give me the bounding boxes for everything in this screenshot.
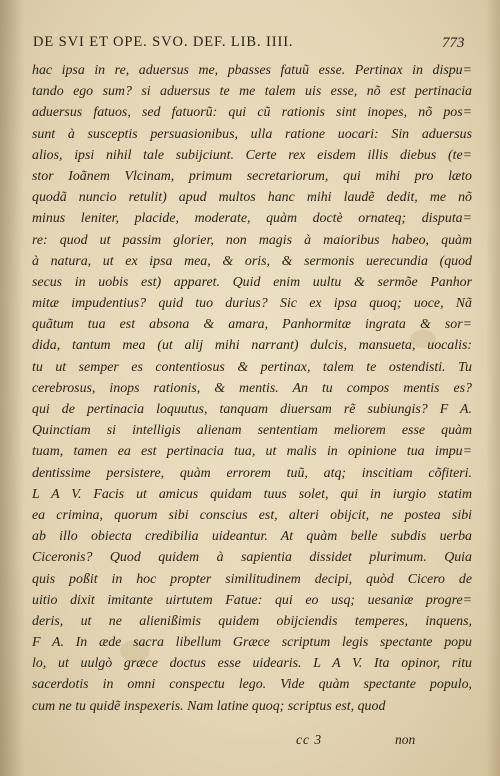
signature-mark: cc 3 xyxy=(296,732,323,747)
text-line: Quinctiam si intelligis alienam sententiam meliorem esse quàm xyxy=(32,423,472,439)
text-line: quis poßit in hoc propter similitudinem decipi, quòd Cicero de xyxy=(32,571,472,587)
text-line: sunt à susceptis persuasionibus, ulla ratione uocari: Sin aduersus xyxy=(32,126,472,142)
text-line: stor Ioãnem Vlcinam, primum secretariorum, qui mihi pro læto xyxy=(32,168,472,184)
page-number: 773 xyxy=(442,35,465,51)
text-line: lo, ut uulgò græce doctus esse uidearis. L A V. Ita opinor, ritu xyxy=(32,656,472,672)
text-line: cum ne tu quidẽ inspexeris. Nam latine quoq; scriptus est, quod xyxy=(32,698,386,714)
text-line: re: quod ut passim glorier, non magis à maioribus habeo, quàm xyxy=(32,232,472,248)
text-line: secus in uobis est) apparet. Quid enim uultu & sermõe Panhor xyxy=(32,274,472,290)
text-line: qui de pertinacia loquutus, tanquam diuersam rẽ subiungis? F A. xyxy=(32,402,472,417)
fore-edge-shadow xyxy=(486,0,500,776)
text-line: deris, ut ne alienißimis quidem obijciendis temperes, inquens, xyxy=(32,613,472,629)
text-line: mitæ impudentius? quid tuo durius? Sic ex ipsa quoq; uoce, Nã xyxy=(32,296,472,312)
text-line: minus leniter, placide, moderate, quàm doctè ornateq; disputa= xyxy=(32,211,472,227)
body-text xyxy=(32,60,472,717)
text-line: Ciceronis? Quod quidem à sapientia dissidet plurimum. Quia xyxy=(32,550,472,566)
text-line: F A. In æde sacra libellum Græce scriptum legis spectante popu xyxy=(32,635,472,651)
text-line: alios, ipsi nihil tale subijciunt. Certe rex eisdem illis diebus (te= xyxy=(32,147,472,163)
text-line: cerebrosus, inops rationis, & mentis. An tu compos mentis es? xyxy=(32,380,472,396)
text-line: sacerdotis in omni conspectu lego. Vide quàm spectante populo, xyxy=(32,677,472,693)
text-line: tu ut semper es contentiosus & pertinax, talem te ostendisti. Tu xyxy=(32,359,472,375)
text-line: quãtum tua est absona & amara, Panhormitæ ingrata & sor= xyxy=(32,317,472,333)
text-line: hac ipsa in re, aduersus me, pbasses fatuũ esse. Pertinax in dispu= xyxy=(32,63,472,78)
text-line: ab illo obiecta credibilia uideantur. At quàm belle subdis uerba xyxy=(32,529,472,545)
text-line: aduersus fatuos, sed fatuorũ: qui cũ rationis sint inopes, nõ pos= xyxy=(32,105,472,121)
text-line: quodã nuncio retulit) apud multos hanc mihi laudẽ dedit, me nõ xyxy=(32,190,472,206)
text-line: tuam, tamen ea est pertinacia tua, ut malis in opinione tua impu= xyxy=(32,444,472,460)
text-line: L A V. Facis ut amicus quidam tuus solet, qui in iurgio statim xyxy=(32,486,472,502)
text-line: à natura, ut ex ipsa mea, & oris, & sermonis uerecundia (quod xyxy=(32,253,472,269)
text-line: dida, tantum mea (ut alij mihi narrant) dulcis, mansueta, uocalis: xyxy=(32,338,472,354)
running-head: DE SVI ET OPE. SVO. DEF. LIB. IIII. xyxy=(33,34,294,50)
catchword: non xyxy=(395,732,416,747)
gutter-shadow xyxy=(0,0,24,776)
text-line: dentissime persistere, quàm errorem tuũ, atq; inscitiam cõfiteri. xyxy=(32,465,472,481)
text-line: uitio dixit imitante uirtutem Fatue: qui eo usq; uesaniæ progre= xyxy=(32,592,472,608)
text-line: tando ego sum? si aduersus te me talem uis esse, nõ est pertinacia xyxy=(32,84,472,100)
text-line: ea crimina, quorum sibi conscius est, alteri obijcit, ne postea sibi xyxy=(32,507,472,523)
